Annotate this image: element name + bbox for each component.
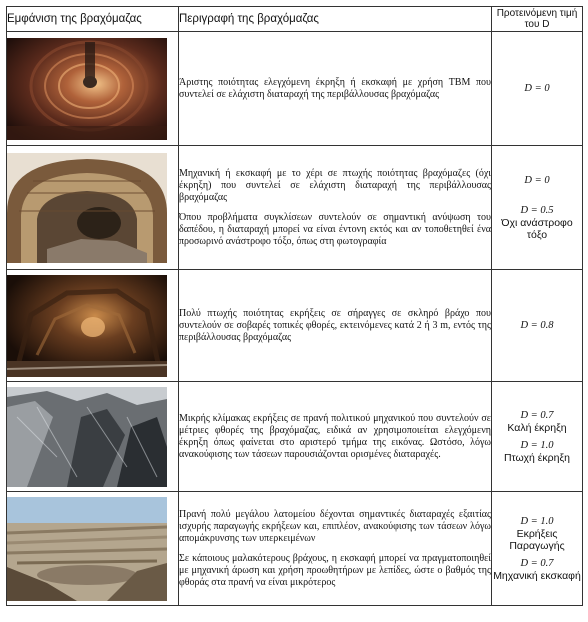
d-value: D = 0 — [524, 174, 550, 186]
disturbance-factor-table — [6, 6, 583, 606]
d-note: Όχι ανάστροφο τόξο — [501, 216, 573, 241]
table-row — [7, 32, 583, 146]
row-description: Άριστης ποιότητας ελεγχόμενη έκρηξη ή εκσκαφή με χρήση TBM που συντελεί σε ελάχιστη διαταραχή της περιβάλλουσας βραχόμαζας — [179, 76, 491, 100]
d-note: Πτωχή έκρηξη — [503, 451, 571, 464]
d-value: D = 0.8 — [520, 319, 554, 331]
tbm-tunnel-photo — [7, 38, 167, 140]
row-description: Σε κάποιους μαλακότερους βράχους, η εκσκαφή μπορεί να πραγματοποιηθεί με μηχανική άρωση και χρήση προωθητήρων με λεπίδες, ώστε ο βαθμός της φθοράς στα πρανή να είναι μικρότερος — [179, 552, 491, 588]
header-description: Περιγραφή της βραχόμαζας — [179, 7, 492, 32]
blasted-tunnel-photo — [7, 275, 167, 377]
table-row — [7, 492, 583, 606]
d-value: D = 0.7 — [520, 557, 554, 569]
d-value: D = 1.0 — [520, 515, 554, 527]
d-value: D = 1.0 — [520, 439, 554, 451]
header-appearance: Εμφάνιση της βραχόμαζας — [7, 7, 179, 32]
table-row — [7, 382, 583, 492]
table-row — [7, 146, 583, 270]
row-description: Μηχανική ή εκσκαφή με το χέρι σε πτωχής ποιότητας βραχόμαζες (όχι έκρηξη) που συντελεί σε ελάχιστη διαταραχή της περιβάλλουσας βραχόμαζας — [179, 167, 491, 203]
hand-excavated-tunnel-photo — [7, 153, 167, 263]
open-pit-quarry-photo — [7, 497, 167, 601]
d-note: Καλή έκρηξη — [507, 421, 567, 434]
d-value: D = 0.7 — [520, 409, 554, 421]
d-value: D = 0 — [524, 82, 550, 94]
rock-slope-photo — [7, 387, 167, 487]
header-suggested-d: Προτεινόμενη τιμή του D — [492, 7, 583, 32]
row-description: Όπου προβλήματα συγκλίσεων συντελούν σε σημαντική ανύψωση του δαπέδου, η διαταραχή μπορεί να είναι έντονη εκτός και αν τοποθετηθεί ένα προσωρινό ανάστροφο τόξο, όπως στη φωτογραφία — [179, 211, 491, 247]
header-row — [7, 7, 583, 32]
row-description: Πολύ πτωχής ποιότητας εκρήξεις σε σήραγγες σε σκληρό βράχο που συντελούν σε σοβαρές τοπικές φθορές, εκτεινόμενες κατά 2 ή 3 m, εντός της περιβάλλουσας βραχόμαζας — [179, 307, 491, 343]
row-description: Πρανή πολύ μεγάλου λατομείου δέχονται σημαντικές διαταραχές εξαιτίας ισχυρής παραγωγής εκρήξεων και, επιπλέον, ανακούφισης των τάσεων λόγω απομάκρυνσης των υπερκειμένων — [179, 508, 491, 544]
row-description: Μικρής κλίμακας εκρήξεις σε πρανή πολιτικού μηχανικού που συντελούν σε μέτριες φθορές της βραχόμαζας, ειδικά αν χρησιμοποιείται ελεγχόμενη έκρηξη όπως φαίνεται στο αριστερό τμήμα της εικόνας. Ωστόσο, λόγω ανακούφισης των τάσεων παρουσιάζονται ορισμένες διαταραχές. — [179, 412, 491, 460]
d-value: D = 0.5 — [520, 204, 554, 216]
d-note: Μηχανική εκσκαφή — [493, 569, 581, 582]
table-row — [7, 270, 583, 382]
d-note: Εκρήξεις Παραγωγής — [509, 527, 565, 552]
